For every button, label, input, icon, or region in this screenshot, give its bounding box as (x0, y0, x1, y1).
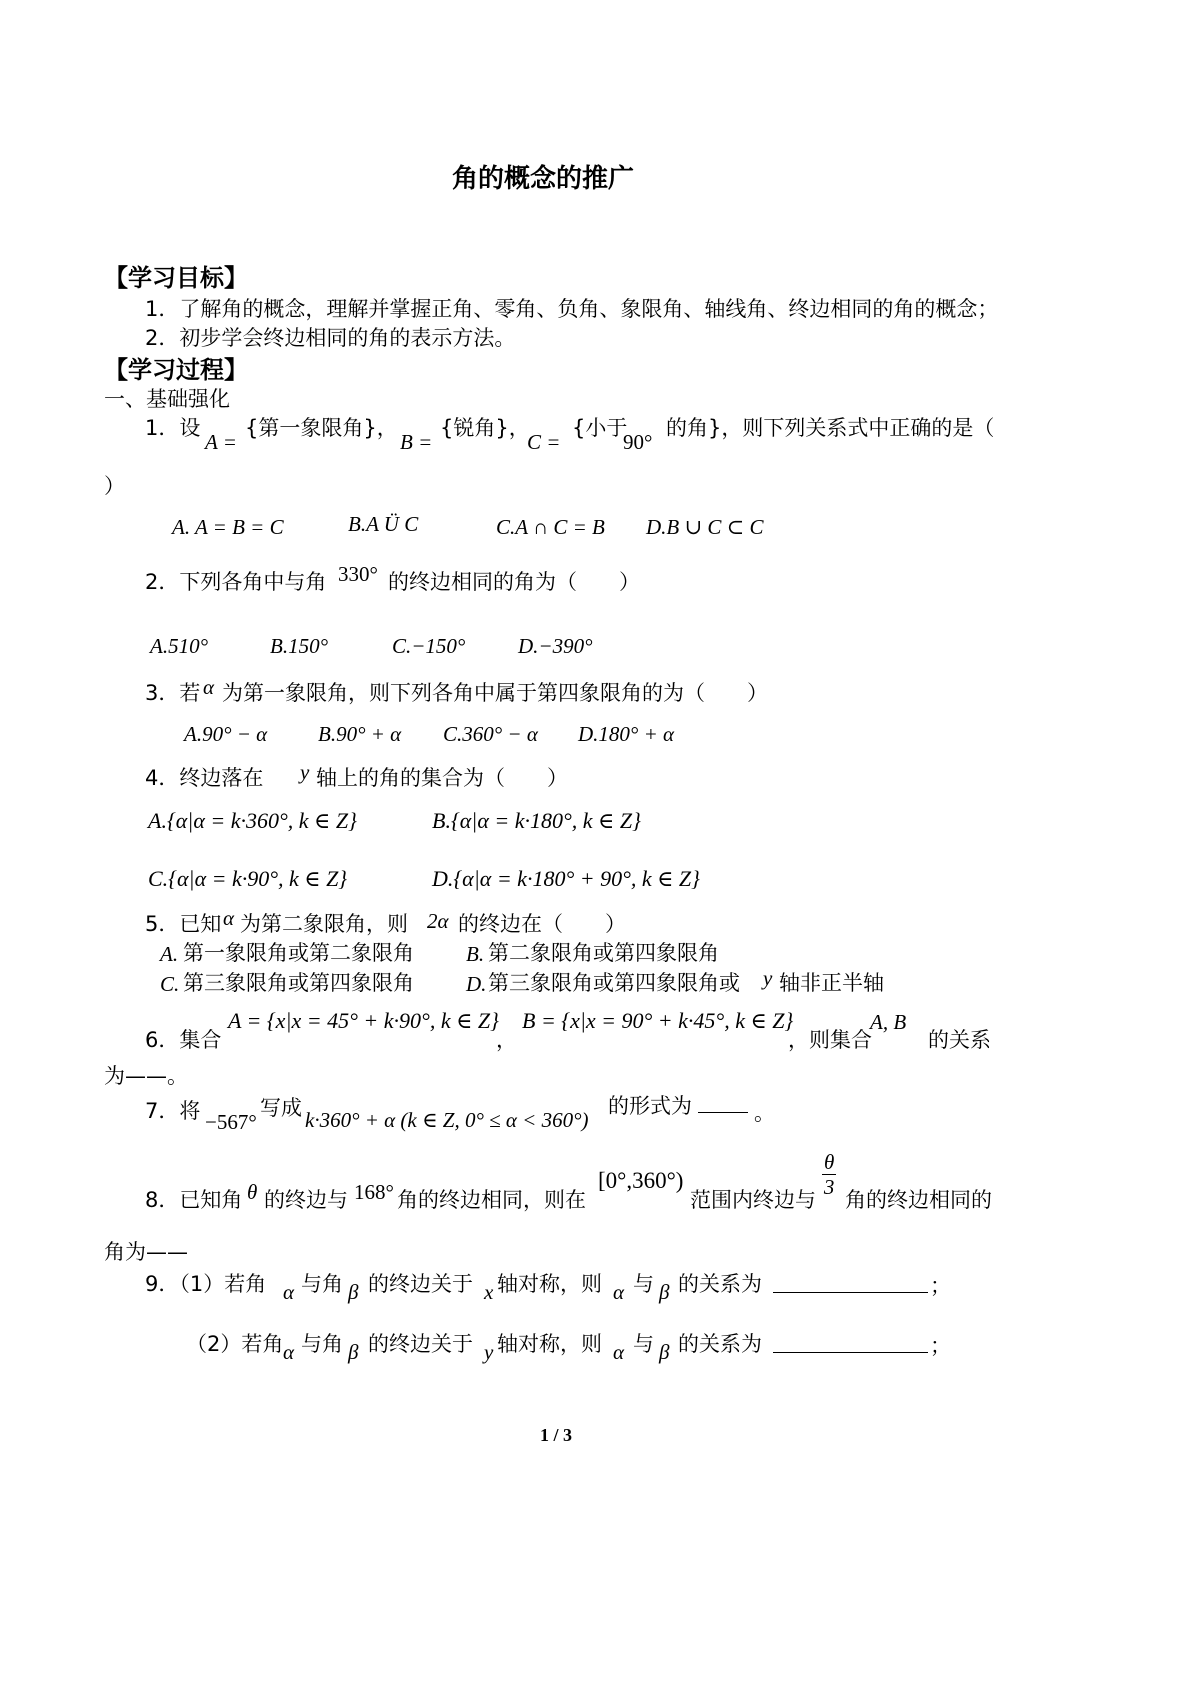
q1-option-c: C.A ∩ C = B (496, 515, 605, 539)
q9-part1-prefix: 9．（1）若角 (145, 1272, 267, 1296)
q4-option-c: C.{α|α = k·90°, k ∈ Z} (148, 866, 348, 891)
q8-prefix: 8．已知角 (145, 1188, 243, 1212)
q5-option-b: 第二象限角或第四象限角 (488, 941, 719, 965)
q1-option-d: D.B ∪ C ⊂ C (646, 515, 764, 539)
q2-option-d: D.−390° (518, 634, 593, 658)
q1-angle-90: 90° (623, 430, 653, 454)
q2-option-c: C.−150° (392, 634, 466, 658)
q4-y: y (300, 760, 310, 784)
q8-middle3: 范围内终边与 (690, 1188, 816, 1212)
q8-theta: θ (247, 1180, 258, 1204)
q6-set-b: B = {x|x = 90° + k·45°, k ∈ Z} (522, 1008, 794, 1033)
q3-option-d: D.180° + α (578, 722, 675, 746)
q9-part2-semicolon: ； (930, 1334, 951, 1358)
q9-part1-beta2: β (659, 1280, 670, 1304)
q3-option-c: C.360° − α (443, 722, 538, 746)
q9-part2-rel: 的关系为 (678, 1332, 762, 1356)
q9-part2-beta: β (348, 1340, 359, 1364)
q2-prefix: 2．下列各角中与角 (145, 570, 327, 594)
q2-suffix: 的终边相同的角为（ ） (388, 570, 640, 594)
q2-option-a: A.510° (150, 634, 208, 658)
page-title: 角的概念的推广 (452, 164, 635, 194)
q7-write-as: 写成 (260, 1096, 302, 1120)
q9-part1-alpha: α (283, 1280, 295, 1304)
q7-value: −567° (205, 1110, 257, 1134)
page-number: 1 / 3 (540, 1425, 573, 1445)
q9-part2-prefix: （2）若角 (186, 1332, 284, 1356)
q5-suffix: 的终边在（ ） (458, 912, 626, 936)
q5-two-alpha: 2α (427, 909, 449, 933)
q9-part1-answer-blank[interactable] (773, 1274, 928, 1293)
q6-suffix: 的关系 (928, 1028, 991, 1052)
q5-middle: 为第二象限角，则 (240, 912, 408, 936)
q8-fraction (822, 1150, 836, 1199)
q5-option-d-part2: 轴非正半轴 (779, 971, 884, 995)
q9-part1-alpha2: α (613, 1280, 625, 1304)
q5-option-d-part1: 第三象限角或第四象限角或 (488, 971, 740, 995)
process-header: 【学习过程】 (104, 356, 248, 384)
q8-angle: 168° (354, 1180, 394, 1204)
q9-part2-y: y (484, 1340, 494, 1364)
q1-set-c-label: C = (527, 430, 561, 454)
q9-part2-answer-blank[interactable] (773, 1334, 928, 1353)
q7-answer-blank[interactable] (698, 1096, 748, 1113)
goals-header: 【学习目标】 (104, 264, 248, 292)
q8-continuation: 角为—— (104, 1240, 188, 1264)
q6-ab: A, B (870, 1010, 907, 1034)
goal-1: 1．了解角的概念，理解并掌握正角、零角、负角、象限角、轴线角、终边相同的角的概念； (145, 297, 999, 321)
q9-part1-sym: 的终边关于 (368, 1272, 473, 1296)
q5-alpha: α (223, 906, 235, 930)
q6-prefix: 6．集合 (145, 1028, 222, 1052)
q5-option-a: 第一象限角或第二象限角 (183, 941, 414, 965)
q7-prefix: 7．将 (145, 1099, 201, 1123)
q9-part2-sym: 的终边关于 (368, 1332, 473, 1356)
q1-prefix: 1．设 (145, 416, 201, 440)
q9-part2-with: 与角 (301, 1332, 343, 1356)
q9-part2-alpha2: α (613, 1340, 625, 1364)
q2-option-b: B.150° (270, 634, 328, 658)
q5-prefix: 5．已知 (145, 912, 222, 936)
q1-option-a: A. A = B = C (172, 515, 284, 539)
q9-part2-beta2: β (659, 1340, 670, 1364)
q8-suffix: 角的终边相同的 (845, 1188, 992, 1212)
q1-set-a: {第一象限角}， (245, 416, 398, 440)
q3-option-a: A.90° − α (184, 722, 268, 746)
q1-close-paren: ） (104, 474, 125, 498)
q9-part1-x: x (484, 1280, 494, 1304)
q9-part1-beta: β (348, 1280, 359, 1304)
q9-part1-axis: 轴对称，则 (497, 1272, 602, 1296)
q8-middle1: 的终边与 (264, 1188, 348, 1212)
q5-option-c-letter: C. (160, 972, 180, 996)
q9-part2-alpha: α (283, 1340, 295, 1364)
q1-set-a-label: A = (205, 430, 237, 454)
q1-set-b-label: B = (400, 430, 433, 454)
q8-interval: [0°,360°) (598, 1168, 684, 1193)
q2-angle: 330° (338, 562, 378, 586)
q9-part1-semicolon: ； (930, 1274, 951, 1298)
q3-suffix: 为第一象限角，则下列各角中属于第四象限角的为（ ） (222, 681, 768, 705)
q5-option-c: 第三象限角或第四象限角 (183, 971, 414, 995)
q9-part2-axis: 轴对称，则 (497, 1332, 602, 1356)
q9-part2-and: 与 (633, 1332, 654, 1356)
goal-2: 2．初步学会终边相同的角的表示方法。 (145, 326, 516, 350)
part-one-heading: 一、基础强化 (104, 387, 230, 411)
q5-option-b-letter: B. (466, 942, 485, 966)
q1-set-c-close: 的角}，则下列关系式中正确的是（ (666, 416, 995, 440)
q3-alpha: α (203, 675, 215, 699)
q7-period: 。 (754, 1101, 775, 1125)
q9-part1-and: 与 (633, 1272, 654, 1296)
q1-option-b: B.A Ü C (348, 512, 419, 536)
q3-option-b: B.90° + α (318, 722, 402, 746)
q6-set-a: A = {x|x = 45° + k·90°, k ∈ Z} (228, 1008, 499, 1033)
q8-middle2: 角的终边相同，则在 (397, 1188, 586, 1212)
q5-option-d-letter: D. (466, 972, 487, 996)
q7-form: k·360° + α (k ∈ Z, 0° ≤ α < 360°) (305, 1108, 589, 1132)
q4-prefix: 4．终边落在 (145, 766, 264, 790)
q9-part1-rel: 的关系为 (678, 1272, 762, 1296)
q4-suffix: 轴上的角的集合为（ ） (316, 766, 568, 790)
q5-option-d-y: y (763, 966, 773, 990)
q6-answer-line: 为——。 (104, 1064, 188, 1088)
q5-option-a-letter: A. (160, 942, 179, 966)
q1-set-b: {锐角}， (440, 416, 530, 440)
q4-option-d: D.{α|α = k·180° + 90°, k ∈ Z} (432, 866, 700, 891)
q1-set-c-open: {小于 (572, 416, 628, 440)
q6-comma: ， (496, 1028, 517, 1052)
q7-suffix: 的形式为 (608, 1094, 692, 1118)
q6-middle: ，则集合 (788, 1028, 872, 1052)
q4-option-b: B.{α|α = k·180°, k ∈ Z} (432, 808, 641, 833)
q4-option-a: A.{α|α = k·360°, k ∈ Z} (148, 808, 357, 833)
q8-fraction-numerator: θ (824, 1150, 835, 1174)
q8-fraction-denominator: 3 (823, 1175, 835, 1199)
q3-prefix: 3．若 (145, 681, 201, 705)
q9-part1-with: 与角 (301, 1272, 343, 1296)
